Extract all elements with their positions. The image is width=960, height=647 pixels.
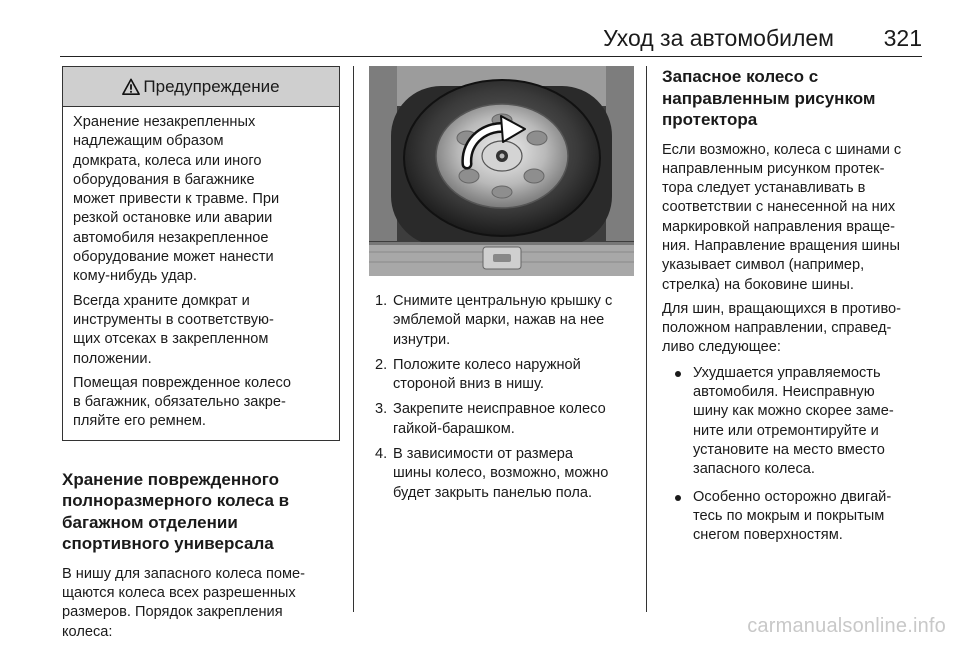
text-line: маркировкой направления враще- xyxy=(662,218,895,235)
step-item xyxy=(369,292,634,350)
text-line: направленным рисунком протек- xyxy=(662,160,885,177)
warning-heading: Предупреждение xyxy=(143,76,280,96)
warning-paragraph xyxy=(73,113,329,287)
header-title: Уход за автомобилем xyxy=(603,25,834,51)
warning-body xyxy=(63,107,339,440)
text-line: оборудование может нанести xyxy=(73,249,274,266)
heading-line: Хранение поврежденного xyxy=(62,469,279,489)
warning-box xyxy=(62,66,340,441)
page-number: 321 xyxy=(883,25,922,51)
step-number: 4. xyxy=(375,446,388,463)
text-line: Если возможно, колеса с шинами с xyxy=(662,141,902,158)
text-line: ните или отремонтируйте и xyxy=(693,422,879,439)
column-right xyxy=(662,66,924,553)
text-line: будет закрыть панелью пола. xyxy=(393,484,593,501)
text-line: надлежащим образом xyxy=(73,133,224,150)
column-left xyxy=(62,66,340,647)
text-line: размеров. Порядок закрепления xyxy=(62,604,283,621)
heading-line: спортивного универсала xyxy=(62,534,274,554)
text-line: стрелка) на боковине шины. xyxy=(662,276,854,293)
watermark-link[interactable]: carmanualsonline.info xyxy=(747,615,946,637)
text-line: установите на место вместо xyxy=(693,441,885,458)
spare-wheel-image xyxy=(369,66,634,276)
text-line: Положите колесо наружной xyxy=(393,356,581,373)
text-line: ния. Направление вращения шины xyxy=(662,237,900,254)
bullet-item xyxy=(662,364,924,480)
text-line: домкрата, колеса или иного xyxy=(73,152,262,169)
heading-line: багажном отделении xyxy=(62,512,238,532)
heading-line: Запасное колесо с xyxy=(662,67,819,86)
text-line: соответствии с нанесенной на них xyxy=(662,199,896,216)
text-line: автомобиля незакрепленное xyxy=(73,229,269,246)
text-line: шины колесо, возможно, можно xyxy=(393,465,609,482)
step-item xyxy=(369,445,634,503)
section-heading xyxy=(662,66,924,131)
text-line: колеса: xyxy=(62,623,113,640)
text-line: Всегда храните домкрат и xyxy=(73,292,250,309)
step-number: 3. xyxy=(375,401,388,418)
step-number: 1. xyxy=(375,293,388,309)
heading-line: направленным рисунком xyxy=(662,88,876,108)
text-line: эмблемой марки, нажав на нее xyxy=(393,312,605,329)
text-line: Закрепите неисправное колесо xyxy=(393,401,606,418)
bullet-item xyxy=(662,488,924,546)
text-line: Помещая поврежденное колесо xyxy=(73,374,292,391)
text-line: снегом поверхностям. xyxy=(693,527,843,544)
text-line: ливо следующее: xyxy=(662,339,781,356)
text-line: автомобиля. Неисправную xyxy=(693,384,875,401)
bullet-list xyxy=(662,364,924,546)
text-line: Снимите центральную крышку с xyxy=(393,293,613,309)
text-line: шину как можно скорее заме- xyxy=(693,403,894,420)
steps-list xyxy=(369,292,634,503)
step-item xyxy=(369,356,634,395)
step-number: 2. xyxy=(375,356,388,373)
text-line: Особенно осторожно двигай- xyxy=(693,488,892,505)
text-line: в багажник, обязательно закре- xyxy=(73,394,286,411)
text-line: оборудования в багажнике xyxy=(73,171,255,188)
heading-line: протектора xyxy=(662,110,758,129)
text-line: инструменты в соответствую- xyxy=(73,311,274,328)
text-line: гайкой-барашком. xyxy=(393,420,515,437)
spare-wheel-illustration xyxy=(369,66,634,276)
text-line: положном направлении, справед- xyxy=(662,320,892,337)
bullet-icon xyxy=(675,371,681,377)
warning-triangle-icon xyxy=(122,78,140,96)
text-line: указывает символ (например, xyxy=(662,257,865,274)
column-divider xyxy=(353,66,354,612)
text-line: Для шин, вращающихся в противо- xyxy=(662,300,902,317)
text-line: кому-нибудь удар. xyxy=(73,268,197,285)
text-line: пляйте его ремнем. xyxy=(73,413,206,430)
text-line: щаются колеса всех разрешенных xyxy=(62,585,296,602)
text-line: В зависимости от размера xyxy=(393,446,573,463)
warning-paragraph xyxy=(73,374,329,432)
text-line: В нишу для запасного колеса поме- xyxy=(62,565,305,582)
page-header xyxy=(60,22,922,57)
text-line: тора следует устанавливать в xyxy=(662,180,866,197)
section-paragraph xyxy=(662,141,924,295)
section-heading xyxy=(62,469,340,555)
text-line: Хранение незакрепленных xyxy=(73,114,256,130)
step-item xyxy=(369,400,634,439)
text-line: резкой остановке или аварии xyxy=(73,210,273,227)
text-line: Ухудшается управляемость xyxy=(693,364,881,381)
text-line: щих отсеках в закрепленном xyxy=(73,331,269,348)
text-line: запасного колеса. xyxy=(693,461,815,478)
text-line: изнутри. xyxy=(393,331,451,348)
text-line: тесь по мокрым и покрытым xyxy=(693,507,885,524)
section-paragraph xyxy=(662,300,924,358)
bullet-icon xyxy=(675,495,681,501)
section-body xyxy=(62,565,340,642)
warning-header xyxy=(63,67,339,107)
warning-paragraph xyxy=(73,292,329,369)
heading-line: полноразмерного колеса в xyxy=(62,491,290,511)
column-divider xyxy=(646,66,647,612)
column-middle xyxy=(369,66,634,509)
text-line: стороной вниз в нишу. xyxy=(393,376,544,393)
text-line: может привести к травме. При xyxy=(73,191,280,208)
text-line: положении. xyxy=(73,350,152,367)
